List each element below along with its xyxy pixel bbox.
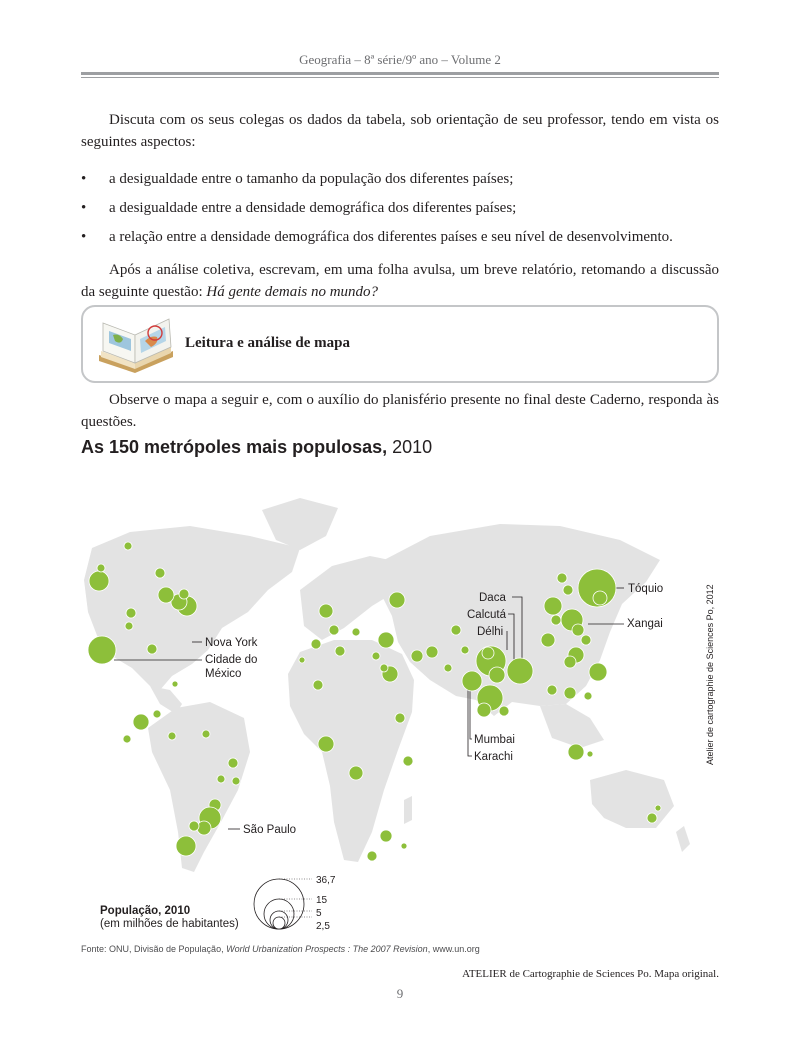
city-circle xyxy=(197,821,211,835)
city-circle xyxy=(647,813,657,823)
city-circle xyxy=(489,667,505,683)
city-circle xyxy=(232,777,240,785)
city-circle xyxy=(568,744,584,760)
map-title-main: As 150 metrópoles mais populosas, xyxy=(81,437,388,457)
city-circle xyxy=(123,735,131,743)
running-header: Geografia – 8ª série/9º ano – Volume 2 xyxy=(299,52,501,67)
city-circle xyxy=(176,836,196,856)
city-circle xyxy=(564,656,576,668)
label-new-york: Nova York xyxy=(205,637,258,649)
city-circle xyxy=(461,646,469,654)
label-kolkata: Calcutá xyxy=(467,609,506,621)
instruction-paragraph: Observe o mapa a seguir e, com o auxílio do planisfério presente no final deste Caderno, responda às questões. xyxy=(81,392,719,430)
source-publication: World Urbanization Prospects : The 2007 Revision xyxy=(226,944,428,954)
intro-paragraph: Discuta com os seus colegas os dados da tabela, sob orientação de seu professor, tendo em vista os seguintes aspectos: xyxy=(81,112,719,150)
city-circle xyxy=(367,851,377,861)
label-mexico-city-1: Cidade do xyxy=(205,654,258,666)
city-circle xyxy=(153,710,161,718)
city-circle xyxy=(126,608,136,618)
city-circle xyxy=(125,622,133,630)
city-circle xyxy=(451,625,461,635)
label-shanghai: Xangai xyxy=(627,618,663,630)
bullet-dot-icon: • xyxy=(81,171,87,187)
city-circle xyxy=(507,658,533,684)
city-circle xyxy=(380,664,388,672)
report-question: Há gente demais no mundo? xyxy=(206,284,379,300)
continent-asia xyxy=(380,524,660,716)
city-circle xyxy=(587,751,593,757)
city-circle xyxy=(426,646,438,658)
continent-southeast-asia xyxy=(540,704,604,748)
city-circle xyxy=(581,635,591,645)
continent-australia xyxy=(590,770,674,828)
city-circle xyxy=(202,730,210,738)
city-circle xyxy=(147,644,157,654)
bullet-text: a desigualdade entre o tamanho da população dos diferentes países; xyxy=(109,171,514,187)
legend-value: 2,5 xyxy=(316,921,330,932)
label-dhaka: Daca xyxy=(479,592,506,604)
city-circle xyxy=(589,663,607,681)
map-credit: Atelier de cartographie de Sciences Po, 2012 xyxy=(705,584,715,765)
city-circle xyxy=(557,573,567,583)
label-tokyo: Tóquio xyxy=(628,583,664,595)
city-circle xyxy=(380,830,392,842)
map-title-year: 2010 xyxy=(392,437,433,457)
city-circle xyxy=(352,628,360,636)
page-number: 9 xyxy=(396,986,404,1001)
city-circle xyxy=(313,680,323,690)
map-legend xyxy=(254,875,336,932)
bullet-text: a relação entre a densidade demográfica dos diferentes países e seu nível de desenvolvimento. xyxy=(109,229,673,245)
city-circle xyxy=(189,821,199,831)
original-map-note: ATELIER de Cartographie de Sciences Po. Mapa original. xyxy=(462,968,719,980)
legend-value: 15 xyxy=(316,895,328,906)
city-circle xyxy=(318,736,334,752)
city-circle xyxy=(172,681,178,687)
city-circle xyxy=(477,703,491,717)
city-circle xyxy=(593,591,607,605)
city-circle xyxy=(403,756,413,766)
source-suffix: , www.un.org xyxy=(427,944,480,954)
city-circle xyxy=(217,775,225,783)
city-circle xyxy=(572,624,584,636)
city-circle xyxy=(88,636,116,664)
city-circle xyxy=(133,714,149,730)
city-circle xyxy=(563,585,573,595)
city-circle xyxy=(395,713,405,723)
legend-title: População, 2010 xyxy=(100,905,191,917)
source-prefix: Fonte: ONU, Divisão de População, xyxy=(81,944,227,954)
city-circle xyxy=(158,587,174,603)
continent-south-america xyxy=(148,702,250,872)
city-circle xyxy=(551,615,561,625)
city-circle xyxy=(462,671,482,691)
city-circle xyxy=(411,650,423,662)
city-circle xyxy=(444,664,452,672)
city-circle xyxy=(564,687,576,699)
label-delhi: Délhi xyxy=(477,626,504,638)
city-circle xyxy=(228,758,238,768)
city-circle xyxy=(547,685,557,695)
city-circle xyxy=(378,632,394,648)
city-circle xyxy=(299,657,305,663)
continent-new-zealand xyxy=(676,826,690,852)
city-circle xyxy=(584,692,592,700)
city-circle xyxy=(389,592,405,608)
legend-circle-2 xyxy=(273,917,285,929)
label-mexico-city-2: México xyxy=(205,668,242,680)
report-lead: Após a análise coletiva, escrevam, em uma folha avulsa, um breve relatório, retomando a discussão da seguinte questão: xyxy=(81,262,719,300)
legend-subtitle: (em milhões de habitantes) xyxy=(100,918,239,930)
city-circle xyxy=(179,589,189,599)
city-circle xyxy=(329,625,339,635)
city-circle xyxy=(655,805,661,811)
continent-madagascar xyxy=(404,796,412,824)
city-circle xyxy=(155,568,165,578)
city-circle xyxy=(544,597,562,615)
city-circle xyxy=(401,843,407,849)
bullet-dot-icon: • xyxy=(81,229,87,245)
bullet-dot-icon: • xyxy=(81,200,87,216)
city-circle xyxy=(372,652,380,660)
legend-value: 36,7 xyxy=(316,875,336,886)
city-circle xyxy=(89,571,109,591)
legend-value: 5 xyxy=(316,908,322,919)
section-box-title: Leitura e análise de mapa xyxy=(185,335,350,351)
city-circle xyxy=(311,639,321,649)
city-circle xyxy=(319,604,333,618)
source-note xyxy=(81,944,480,954)
city-circle xyxy=(482,647,494,659)
city-circle xyxy=(349,766,363,780)
city-circle xyxy=(541,633,555,647)
city-circle xyxy=(97,564,105,572)
city-circle xyxy=(168,732,176,740)
label-karachi: Karachi xyxy=(474,751,513,763)
bullet-text: a desigualdade entre a densidade demográfica dos diferentes países; xyxy=(109,200,517,216)
label-sao-paulo: São Paulo xyxy=(243,824,297,836)
city-circle xyxy=(499,706,509,716)
label-mumbai: Mumbai xyxy=(474,734,515,746)
city-circle xyxy=(124,542,132,550)
city-circle xyxy=(335,646,345,656)
